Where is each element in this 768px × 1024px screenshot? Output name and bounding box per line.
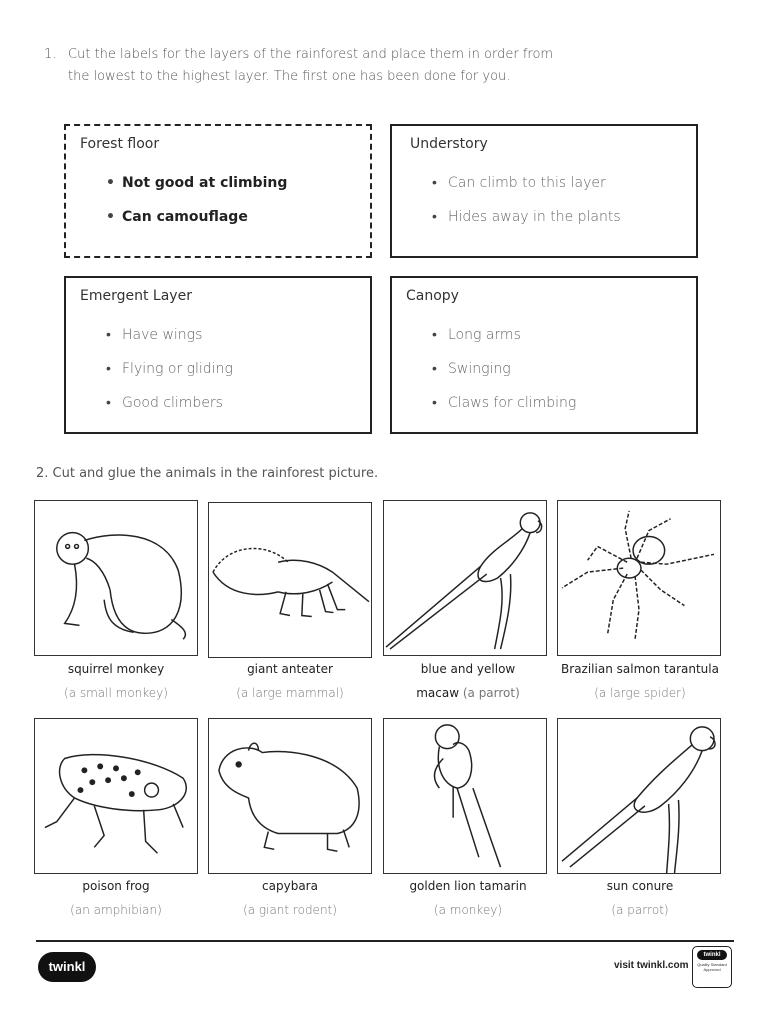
- question-1-line-1: Cut the labels for the layers of the rainforest and place them in order from: [68, 47, 554, 62]
- animal-name: Brazilian salmon tarantula: [561, 662, 719, 676]
- animal-card-tamarin[interactable]: [383, 718, 547, 874]
- question-2: 2. Cut and glue the animals in the rainforest picture.: [36, 466, 379, 481]
- layer-point: • Have wings: [106, 318, 233, 352]
- layer-box-canopy: [390, 276, 698, 434]
- layer-title: Emergent Layer: [80, 288, 192, 304]
- layer-point: • Good climbers: [106, 386, 233, 420]
- animal-desc: (a small monkey): [64, 686, 168, 700]
- animal-name-line-2: macaw: [416, 686, 460, 700]
- animal-desc: (a giant rodent): [243, 903, 337, 917]
- animal-desc: (a large spider): [594, 686, 686, 700]
- question-1-line-2: the lowest to the highest layer. The first one has been done for you.: [68, 69, 511, 84]
- footer-divider: [36, 940, 734, 942]
- animal-name: squirrel monkey: [67, 662, 165, 676]
- layer-box-understory: [390, 124, 698, 258]
- layer-point: • Can climb to this layer: [432, 166, 621, 200]
- animal-card-poison-frog[interactable]: [34, 718, 198, 874]
- macaw-icon: [384, 501, 546, 655]
- animal-card-giant-anteater[interactable]: [208, 502, 372, 658]
- layer-point: • Long arms: [432, 318, 576, 352]
- animal-card-tarantula[interactable]: [557, 500, 721, 656]
- frog-icon: [35, 719, 197, 873]
- layer-point: • Not good at climbing: [106, 166, 287, 200]
- question-1-number: 1.: [44, 47, 57, 62]
- layer-point: • Claws for climbing: [432, 386, 576, 420]
- animal-card-capybara[interactable]: [208, 718, 372, 874]
- animal-name: capybara: [262, 879, 318, 893]
- animal-desc: (a parrot): [611, 903, 669, 917]
- twinkl-logo[interactable]: twinkl: [38, 952, 96, 982]
- animal-desc: (an amphibian): [70, 903, 162, 917]
- layer-point: • Hides away in the plants: [432, 200, 621, 234]
- animal-desc: (a parrot): [462, 686, 520, 700]
- layer-point: • Swinging: [432, 352, 576, 386]
- layer-box-emergent: [64, 276, 372, 434]
- animal-name: sun conure: [606, 879, 674, 893]
- layer-title: Canopy: [406, 288, 459, 304]
- badge-brand: twinkl: [697, 950, 727, 960]
- quality-badge: [692, 946, 732, 988]
- animal-name: blue and yellow: [420, 662, 516, 676]
- layer-box-forest-floor: [64, 124, 372, 258]
- visit-link[interactable]: visit twinkl.com: [614, 960, 689, 971]
- animal-name: poison frog: [82, 879, 150, 893]
- anteater-icon: [209, 503, 371, 657]
- animal-name: golden lion tamarin: [409, 879, 527, 893]
- layer-point: • Flying or gliding: [106, 352, 233, 386]
- layer-title: Understory: [410, 136, 488, 152]
- question-1: [44, 44, 644, 88]
- animal-card-sun-conure[interactable]: [557, 718, 721, 874]
- badge-text: Quality Standard Approved: [697, 962, 727, 972]
- layer-title: Forest floor: [80, 136, 160, 152]
- animal-desc-line: [378, 686, 558, 700]
- animal-card-squirrel-monkey[interactable]: [34, 500, 198, 656]
- tamarin-icon: [384, 719, 546, 873]
- animal-desc: (a large mammal): [236, 686, 344, 700]
- tarantula-icon: [558, 501, 720, 655]
- capybara-icon: [209, 719, 371, 873]
- layer-point: • Can camouflage: [106, 200, 287, 234]
- animal-card-macaw[interactable]: [383, 500, 547, 656]
- animal-desc: (a monkey): [433, 903, 503, 917]
- conure-icon: [558, 719, 720, 873]
- animal-name: giant anteater: [247, 662, 333, 676]
- squirrel-monkey-icon: [35, 501, 197, 655]
